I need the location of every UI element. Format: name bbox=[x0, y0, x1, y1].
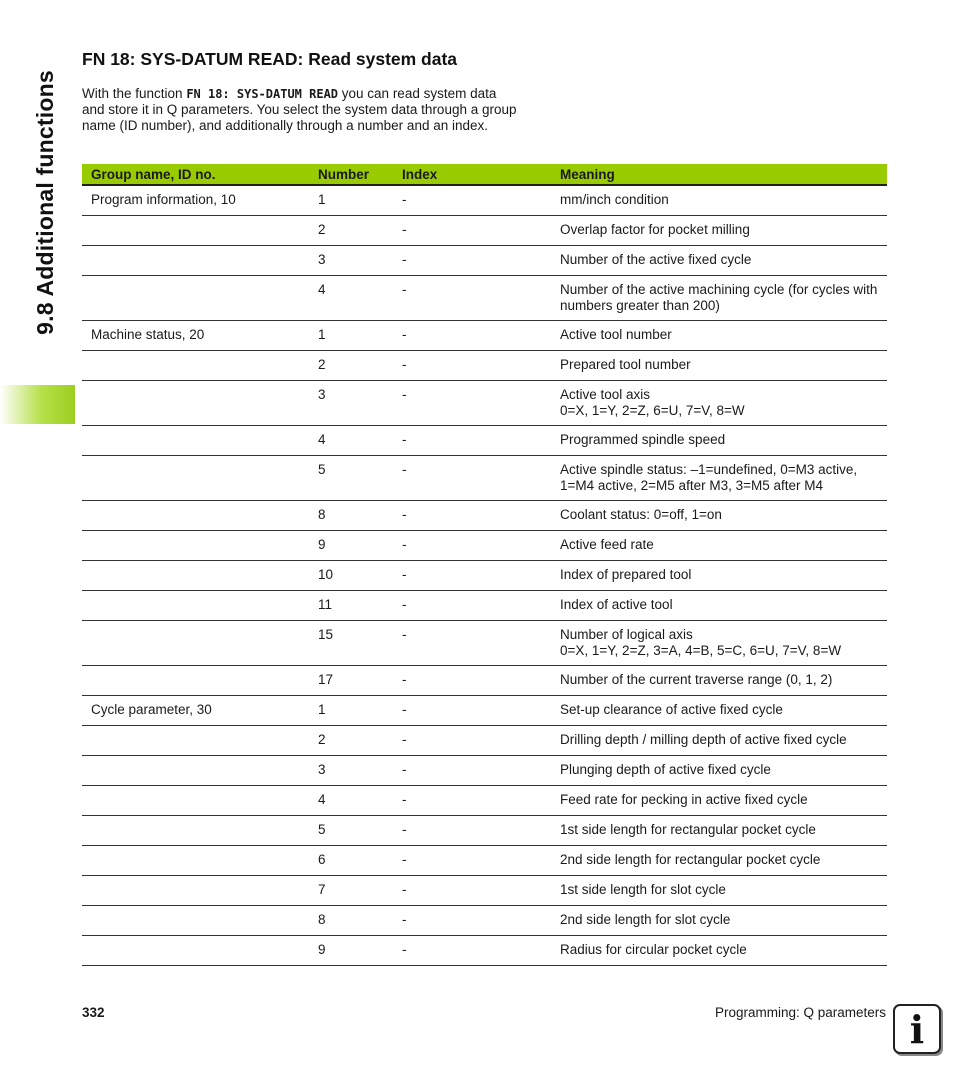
table-row bbox=[82, 320, 887, 350]
cell-index: - bbox=[393, 905, 551, 935]
cell-group-name: Cycle parameter, 30 bbox=[82, 695, 309, 725]
cell-number: 9 bbox=[309, 935, 393, 965]
cell-number: 8 bbox=[309, 500, 393, 530]
cell-number: 1 bbox=[309, 695, 393, 725]
cell-index: - bbox=[393, 455, 551, 500]
cell-meaning: 2nd side length for slot cycle bbox=[551, 905, 887, 935]
header-meaning: Meaning bbox=[551, 164, 887, 185]
cell-meaning: Coolant status: 0=off, 1=on bbox=[551, 500, 887, 530]
cell-number: 17 bbox=[309, 665, 393, 695]
cell-meaning: 1st side length for rectangular pocket cycle bbox=[551, 815, 887, 845]
cell-group-name bbox=[82, 380, 309, 425]
table-row bbox=[82, 215, 887, 245]
cell-group-name bbox=[82, 815, 309, 845]
cell-number: 3 bbox=[309, 245, 393, 275]
cell-index: - bbox=[393, 530, 551, 560]
cell-index: - bbox=[393, 665, 551, 695]
cell-group-name bbox=[82, 500, 309, 530]
cell-group-name bbox=[82, 425, 309, 455]
cell-meaning: Feed rate for pecking in active fixed cycle bbox=[551, 785, 887, 815]
cell-meaning: Overlap factor for pocket milling bbox=[551, 215, 887, 245]
table-row bbox=[82, 665, 887, 695]
cell-number: 6 bbox=[309, 845, 393, 875]
cell-meaning: Active spindle status: –1=undefined, 0=M3 active, 1=M4 active, 2=M5 after M3, 3=M5 after M4 bbox=[551, 455, 887, 500]
cell-number: 5 bbox=[309, 815, 393, 845]
table-row bbox=[82, 815, 887, 845]
table-row bbox=[82, 725, 887, 755]
cell-meaning: Programmed spindle speed bbox=[551, 425, 887, 455]
cell-meaning: mm/inch condition bbox=[551, 185, 887, 215]
cell-index: - bbox=[393, 875, 551, 905]
header-group-name: Group name, ID no. bbox=[82, 164, 309, 185]
cell-meaning: Number of the active machining cycle (for cycles with numbers greater than 200) bbox=[551, 275, 887, 320]
cell-group-name bbox=[82, 620, 309, 665]
cell-number: 1 bbox=[309, 185, 393, 215]
cell-number: 8 bbox=[309, 905, 393, 935]
table-row bbox=[82, 560, 887, 590]
cell-meaning: Active feed rate bbox=[551, 530, 887, 560]
intro-text-before: With the function bbox=[82, 86, 187, 101]
table-row bbox=[82, 755, 887, 785]
section-side-title bbox=[27, 52, 63, 352]
cell-meaning: Prepared tool number bbox=[551, 350, 887, 380]
cell-group-name bbox=[82, 725, 309, 755]
cell-number: 15 bbox=[309, 620, 393, 665]
cell-meaning: Active tool axis 0=X, 1=Y, 2=Z, 6=U, 7=V, 8=W bbox=[551, 380, 887, 425]
cell-number: 2 bbox=[309, 215, 393, 245]
section-tab-marker bbox=[0, 385, 75, 424]
table-row bbox=[82, 425, 887, 455]
table-row bbox=[82, 935, 887, 965]
cell-number: 2 bbox=[309, 350, 393, 380]
cell-group-name bbox=[82, 530, 309, 560]
cell-index: - bbox=[393, 425, 551, 455]
table-row bbox=[82, 590, 887, 620]
cell-meaning: Set-up clearance of active fixed cycle bbox=[551, 695, 887, 725]
cell-group-name bbox=[82, 560, 309, 590]
cell-index: - bbox=[393, 275, 551, 320]
cell-index: - bbox=[393, 935, 551, 965]
cell-group-name bbox=[82, 590, 309, 620]
cell-index: - bbox=[393, 725, 551, 755]
cell-meaning: Index of prepared tool bbox=[551, 560, 887, 590]
info-icon: i bbox=[893, 1004, 941, 1054]
table-row bbox=[82, 530, 887, 560]
table-row bbox=[82, 905, 887, 935]
table-row bbox=[82, 275, 887, 320]
cell-group-name: Machine status, 20 bbox=[82, 320, 309, 350]
page-heading: FN 18: SYS-DATUM READ: Read system data bbox=[82, 49, 458, 69]
cell-number: 1 bbox=[309, 320, 393, 350]
cell-group-name bbox=[82, 215, 309, 245]
cell-number: 11 bbox=[309, 590, 393, 620]
cell-index: - bbox=[393, 380, 551, 425]
cell-meaning: 2nd side length for rectangular pocket cycle bbox=[551, 845, 887, 875]
system-data-table bbox=[82, 164, 887, 966]
cell-number: 4 bbox=[309, 275, 393, 320]
table-row bbox=[82, 380, 887, 425]
header-index: Index bbox=[393, 164, 551, 185]
cell-number: 2 bbox=[309, 725, 393, 755]
cell-meaning: Radius for circular pocket cycle bbox=[551, 935, 887, 965]
cell-number: 4 bbox=[309, 425, 393, 455]
table-row bbox=[82, 695, 887, 725]
table-row bbox=[82, 185, 887, 215]
cell-group-name bbox=[82, 845, 309, 875]
cell-meaning: Plunging depth of active fixed cycle bbox=[551, 755, 887, 785]
cell-group-name bbox=[82, 875, 309, 905]
cell-index: - bbox=[393, 845, 551, 875]
table-row bbox=[82, 455, 887, 500]
table-row bbox=[82, 845, 887, 875]
cell-index: - bbox=[393, 815, 551, 845]
table-body bbox=[82, 185, 887, 965]
cell-meaning: Number of logical axis 0=X, 1=Y, 2=Z, 3=A, 4=B, 5=C, 6=U, 7=V, 8=W bbox=[551, 620, 887, 665]
table-row bbox=[82, 875, 887, 905]
cell-group-name bbox=[82, 935, 309, 965]
cell-group-name bbox=[82, 785, 309, 815]
cell-index: - bbox=[393, 245, 551, 275]
cell-index: - bbox=[393, 185, 551, 215]
cell-number: 7 bbox=[309, 875, 393, 905]
cell-meaning: Number of the active fixed cycle bbox=[551, 245, 887, 275]
cell-index: - bbox=[393, 215, 551, 245]
cell-number: 10 bbox=[309, 560, 393, 590]
cell-meaning: 1st side length for slot cycle bbox=[551, 875, 887, 905]
cell-group-name: Program information, 10 bbox=[82, 185, 309, 215]
cell-number: 3 bbox=[309, 755, 393, 785]
cell-group-name bbox=[82, 665, 309, 695]
cell-index: - bbox=[393, 695, 551, 725]
table-row bbox=[82, 500, 887, 530]
cell-meaning: Number of the current traverse range (0, 1, 2) bbox=[551, 665, 887, 695]
intro-function-code: FN 18: SYS-DATUM READ bbox=[186, 87, 339, 101]
cell-index: - bbox=[393, 500, 551, 530]
intro-paragraph bbox=[82, 86, 522, 134]
header-number: Number bbox=[309, 164, 393, 185]
cell-number: 5 bbox=[309, 455, 393, 500]
cell-index: - bbox=[393, 620, 551, 665]
cell-index: - bbox=[393, 560, 551, 590]
cell-group-name bbox=[82, 245, 309, 275]
cell-meaning: Index of active tool bbox=[551, 590, 887, 620]
cell-number: 9 bbox=[309, 530, 393, 560]
cell-number: 4 bbox=[309, 785, 393, 815]
section-side-title-text: 9.8 Additional functions bbox=[31, 69, 58, 335]
intro-text-after: you can read system data and store it in Q parameters. You select the system data through a group name (ID number), and additionally through a number and an index. bbox=[82, 86, 517, 133]
cell-group-name bbox=[82, 755, 309, 785]
cell-group-name bbox=[82, 905, 309, 935]
table-row bbox=[82, 245, 887, 275]
cell-group-name bbox=[82, 455, 309, 500]
page-number: 332 bbox=[82, 1005, 105, 1020]
cell-index: - bbox=[393, 590, 551, 620]
cell-index: - bbox=[393, 350, 551, 380]
cell-meaning: Drilling depth / milling depth of active fixed cycle bbox=[551, 725, 887, 755]
cell-number: 3 bbox=[309, 380, 393, 425]
cell-group-name bbox=[82, 350, 309, 380]
cell-index: - bbox=[393, 755, 551, 785]
cell-meaning: Active tool number bbox=[551, 320, 887, 350]
table-row bbox=[82, 620, 887, 665]
cell-index: - bbox=[393, 785, 551, 815]
table-row bbox=[82, 350, 887, 380]
cell-index: - bbox=[393, 320, 551, 350]
footer-chapter-text: Programming: Q parameters bbox=[714, 1005, 886, 1020]
cell-group-name bbox=[82, 275, 309, 320]
table-row bbox=[82, 785, 887, 815]
table-header-row bbox=[82, 164, 887, 185]
